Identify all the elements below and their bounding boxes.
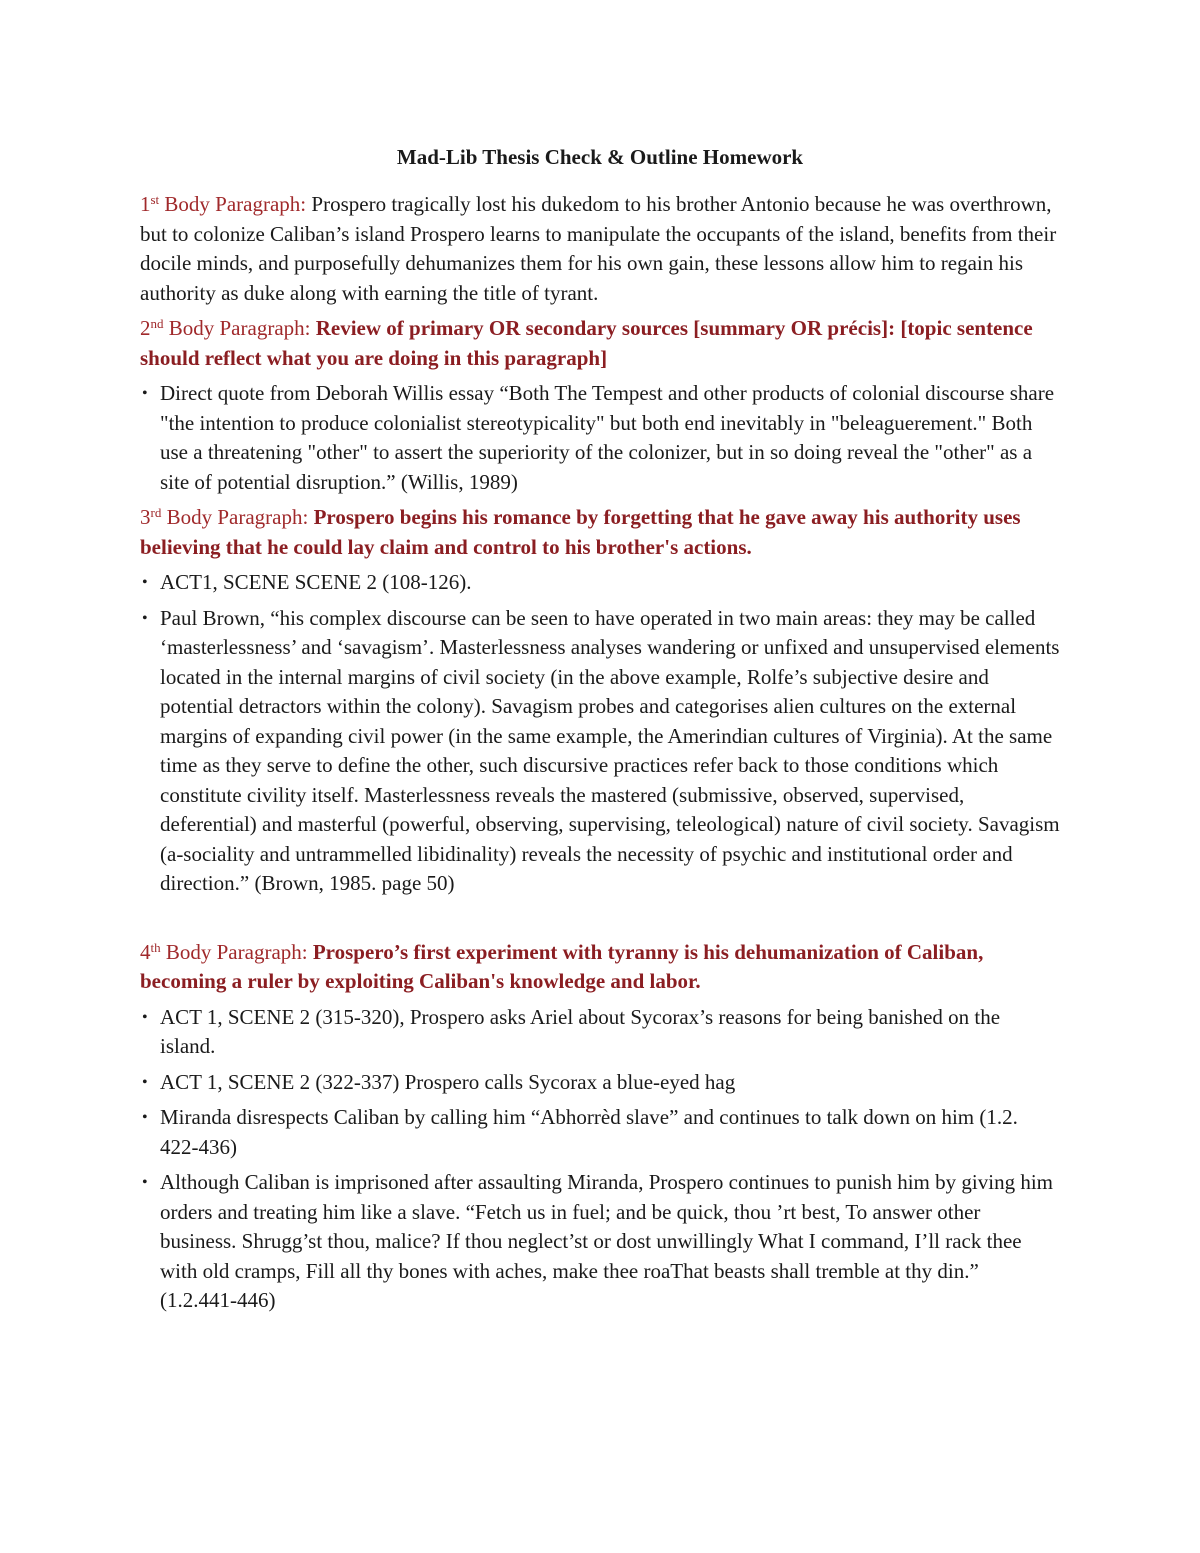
bullet-icon: • [142, 574, 148, 591]
paragraph-3-topic-sentence: Prospero begins his romance by forgetting that he gave away his authority uses believing that he could lay claim and control to his brother's actions. [140, 505, 1021, 559]
paragraph-4-label: 4th Body Paragraph: [140, 939, 313, 964]
list-item: • ACT1, SCENE SCENE 2 (108-126). [140, 568, 1060, 598]
list-item: • Although Caliban is imprisoned after assaulting Miranda, Prospero continues to punish him by giving him orders and treating him like a slave. “Fetch us in fuel; and be quick, thou ’rt best, To answer other business. Shrugg’st thou, malice? If thou neglect’st or dost unwillingly What I command, I’ll rack thee with old cramps, Fill all thy bones with aches, make thee roaThat beasts shall tremble at thy din.” (1.2.441-446) [142, 1170, 1053, 1312]
paragraph-1-thesis: Prospero tragically lost his dukedom to his brother Antonio because he was overthrown, but to colonize Caliban’s island Prospero learns to manipulate the occupants of the island, benefits from their docile minds, and purposefully dehumanizes them for his own gain, these lessons allow him to regain his authority as duke along with earning the title of tyrant. [140, 192, 1057, 305]
bullet-icon: • [142, 1109, 148, 1126]
list-item: • ACT 1, SCENE 2 (315-320), Prospero asks Ariel about Sycorax’s reasons for being banished on the island. [142, 1004, 1001, 1058]
list-item: • Miranda disrespects Caliban by calling him “Abhorrèd slave” and continues to talk down on him (1.2. 422-436) [142, 1105, 1018, 1159]
bullet-icon: • [142, 1174, 148, 1191]
document-page [140, 142, 1060, 1322]
bullet-icon: • [142, 1008, 148, 1026]
paragraph-4-topic-sentence: Prospero’s first experiment with tyranny is his dehumanization of Caliban, becoming a ruler by exploiting Caliban's knowledge and labor. [140, 939, 984, 993]
paragraph-3-bullet-list [140, 568, 1060, 899]
paragraph-4-bullet-list [140, 1003, 1060, 1316]
body-paragraph-1 [140, 190, 1060, 308]
bullet-icon: • [142, 385, 148, 402]
body-paragraph-4 [140, 938, 1060, 997]
bullet-icon: • [142, 1073, 148, 1091]
body-paragraph-3 [140, 503, 1060, 562]
paragraph-1-label: 1st Body Paragraph: [140, 192, 312, 216]
paragraph-2-topic-sentence: Review of primary OR secondary sources [summary OR précis]: [topic sentence should reflect what you are doing in this paragraph] [140, 316, 1033, 370]
list-item: • Direct quote from Deborah Willis essay “Both The Tempest and other products of colonial discourse share "the intention to produce colonialist stereotypicality" but both end inevitably in "beleaguerement." Both use a threatening "other" to assert the superiority of the colonizer, but in so doing reveal the "other" as a site of potential disruption.” (Willis, 1989) [142, 381, 1055, 494]
body-paragraph-2 [140, 314, 1060, 373]
document-title: Mad-Lib Thesis Check & Outline Homework [396, 145, 804, 169]
paragraph-2-label: 2nd Body Paragraph: [140, 316, 316, 340]
bullet-icon: • [142, 609, 148, 627]
list-item: • ACT 1, SCENE 2 (322-337) Prospero calls Sycorax a blue-eyed hag [140, 1068, 1060, 1098]
paragraph-spacer [140, 905, 1060, 938]
paragraph-2-bullet-list [140, 379, 1060, 497]
paragraph-3-label: 3rd Body Paragraph: [140, 505, 314, 529]
list-item: • Paul Brown, “his complex discourse can be seen to have operated in two main areas: they may be called ‘masterlessness’ and ‘savagism’. Masterlessness analyses wandering or unfixed and unsupervised elements located in the internal margins of civil society (in the above example, Rolfe’s subjective desire and potential detractors within the colony). Savagism probes and categorises alien cultures on the external margins of expanding civil power (in the same example, the Amerindian cultures of Virginia). At the same time as they serve to define the other, such discursive practices refer back to those conditions which constitute civility itself. Masterlessness reveals the mastered (submissive, observed, supervised, deferential) and masterful (powerful, observing, supervising, teleological) nature of civil society. Savagism (a-sociality and untrammelled libidinality) reveals the necessity of psychic and institutional order and direction.” (Brown, 1985. page 50) [142, 605, 1060, 895]
